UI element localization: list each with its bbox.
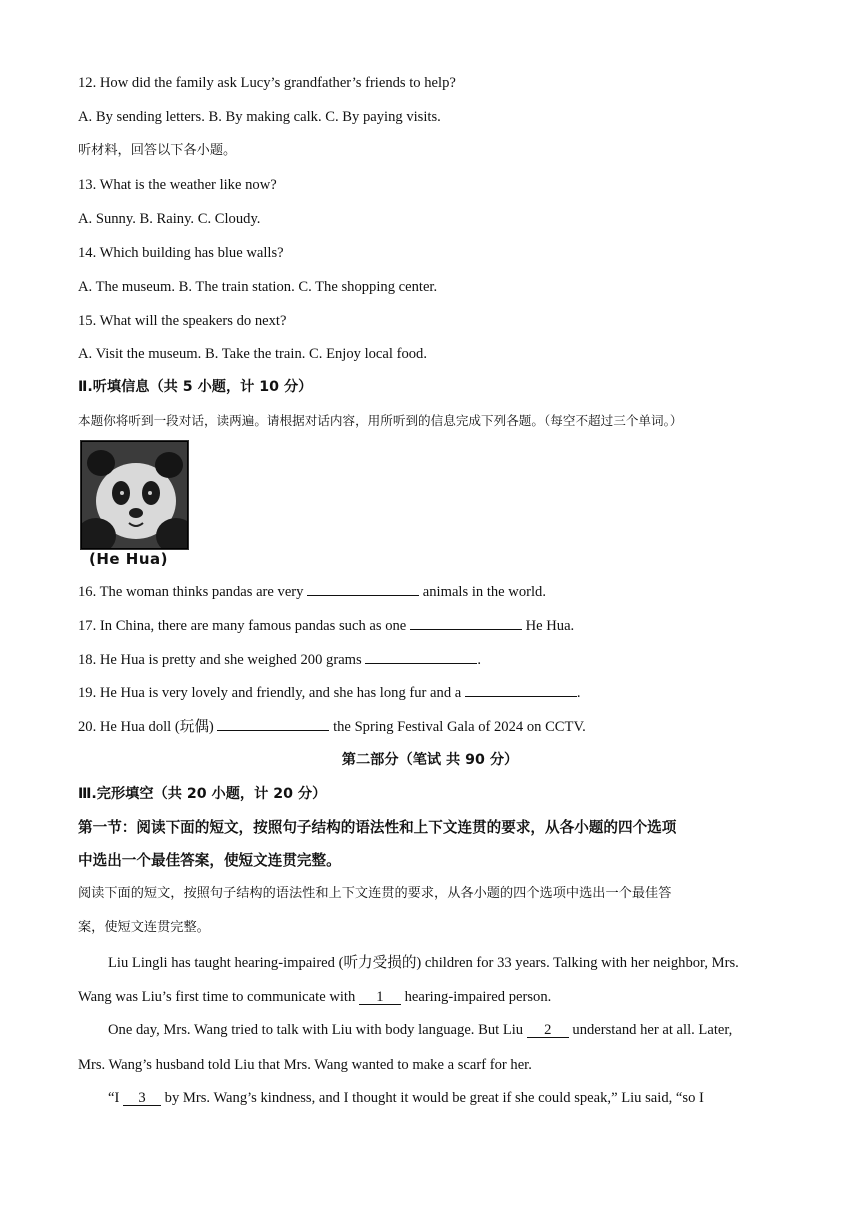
panda-photo bbox=[80, 440, 189, 550]
section-2-title: Ⅱ.听填信息（共 5 小题，计 10 分） bbox=[78, 379, 313, 395]
passage-text: hearing-impaired person. bbox=[400, 989, 552, 1005]
passage-p1-line1: Liu Lingli has taught hearing-impaired (听力受损的) children for 33 years. Talking with her neighbor, Mrs. bbox=[108, 955, 739, 971]
passage-text: One day, Mrs. Wang tried to talk with Liu with body language. But Liu bbox=[108, 1022, 527, 1038]
question-14: 14. Which building has blue walls? bbox=[78, 245, 284, 261]
section-3-subtitle-1: 第一节：阅读下面的短文，按照句子结构的语法性和上下文连贯的要求，从各小题的四个选项 bbox=[78, 819, 677, 836]
question-13-options: A. Sunny. B. Rainy. C. Cloudy. bbox=[78, 211, 261, 227]
fill-item-20 bbox=[78, 716, 784, 737]
answer-blank[interactable] bbox=[217, 716, 329, 731]
panda-image bbox=[81, 441, 188, 549]
question-13: 13. What is the weather like now? bbox=[78, 177, 277, 193]
fill-item-text: 18. He Hua is pretty and she weighed 200 grams bbox=[78, 652, 366, 668]
passage-p3-line1 bbox=[108, 1088, 784, 1108]
fill-item-text: . bbox=[576, 685, 581, 701]
question-15: 15. What will the speakers do next? bbox=[78, 313, 287, 329]
listen-instruction: 听材料，回答以下各小题。 bbox=[78, 143, 237, 158]
fill-item-text: 19. He Hua is very lovely and friendly, and she has long fur and a bbox=[78, 685, 465, 701]
passage-text: understand her at all. Later, bbox=[568, 1022, 733, 1038]
question-12: 12. How did the family ask Lucy’s grandfather’s friends to help? bbox=[78, 75, 456, 91]
answer-blank[interactable] bbox=[465, 682, 577, 697]
section-3-title: Ⅲ.完形填空（共 20 小题，计 20 分） bbox=[78, 786, 327, 802]
fill-item-19 bbox=[78, 682, 784, 703]
part-2-title: 第二部分（笔试 共 90 分） bbox=[341, 752, 519, 768]
cloze-blank-2[interactable]: 2 bbox=[527, 1023, 569, 1038]
question-12-options: A. By sending letters. B. By making calk. C. By paying visits. bbox=[78, 109, 441, 125]
answer-blank[interactable] bbox=[365, 649, 477, 664]
fill-item-17 bbox=[78, 615, 784, 636]
fill-item-text: animals in the world. bbox=[419, 584, 546, 600]
answer-blank[interactable] bbox=[307, 581, 419, 596]
question-14-options: A. The museum. B. The train station. C. The shopping center. bbox=[78, 279, 438, 295]
fill-item-text: 17. In China, there are many famous pandas such as one bbox=[78, 618, 410, 634]
answer-blank[interactable] bbox=[410, 615, 522, 630]
section-2-instruction: 本题你将听到一段对话，读两遍。请根据对话内容，用所听到的信息完成下列各题。（每空不超过三个单词。） bbox=[78, 413, 683, 428]
question-15-options: A. Visit the museum. B. Take the train. C. Enjoy local food. bbox=[78, 346, 427, 362]
passage-text: “I bbox=[108, 1090, 123, 1106]
fill-item-text: 16. The woman thinks pandas are very bbox=[78, 584, 308, 600]
fill-item-18 bbox=[78, 649, 784, 670]
section-3-instruction-2: 案，使短文连贯完整。 bbox=[78, 920, 210, 935]
fill-item-16 bbox=[78, 581, 784, 602]
passage-p1-line2 bbox=[78, 987, 784, 1007]
photo-caption: (He Hua) bbox=[89, 550, 169, 568]
fill-item-text: . bbox=[477, 652, 482, 668]
passage-text: by Mrs. Wang’s kindness, and I thought it would be great if she could speak,” Liu said, “so I bbox=[161, 1090, 704, 1106]
section-3-instruction-1: 阅读下面的短文，按照句子结构的语法性和上下文连贯的要求，从各小题的四个选项中选出一个最佳答 bbox=[78, 886, 672, 901]
cloze-blank-3[interactable]: 3 bbox=[123, 1091, 161, 1106]
fill-item-text: 20. He Hua doll (玩偶) bbox=[78, 719, 218, 735]
passage-text: Wang was Liu’s first time to communicate with bbox=[78, 989, 359, 1005]
fill-item-text: the Spring Festival Gala of 2024 on CCTV. bbox=[329, 719, 586, 735]
passage-p2-line2: Mrs. Wang’s husband told Liu that Mrs. Wang wanted to make a scarf for her. bbox=[78, 1057, 532, 1073]
fill-item-text: He Hua. bbox=[521, 618, 575, 634]
section-3-subtitle-2: 中选出一个最佳答案，使短文连贯完整。 bbox=[78, 852, 341, 869]
passage-p2-line1 bbox=[108, 1020, 784, 1040]
cloze-blank-1[interactable]: 1 bbox=[359, 990, 401, 1005]
